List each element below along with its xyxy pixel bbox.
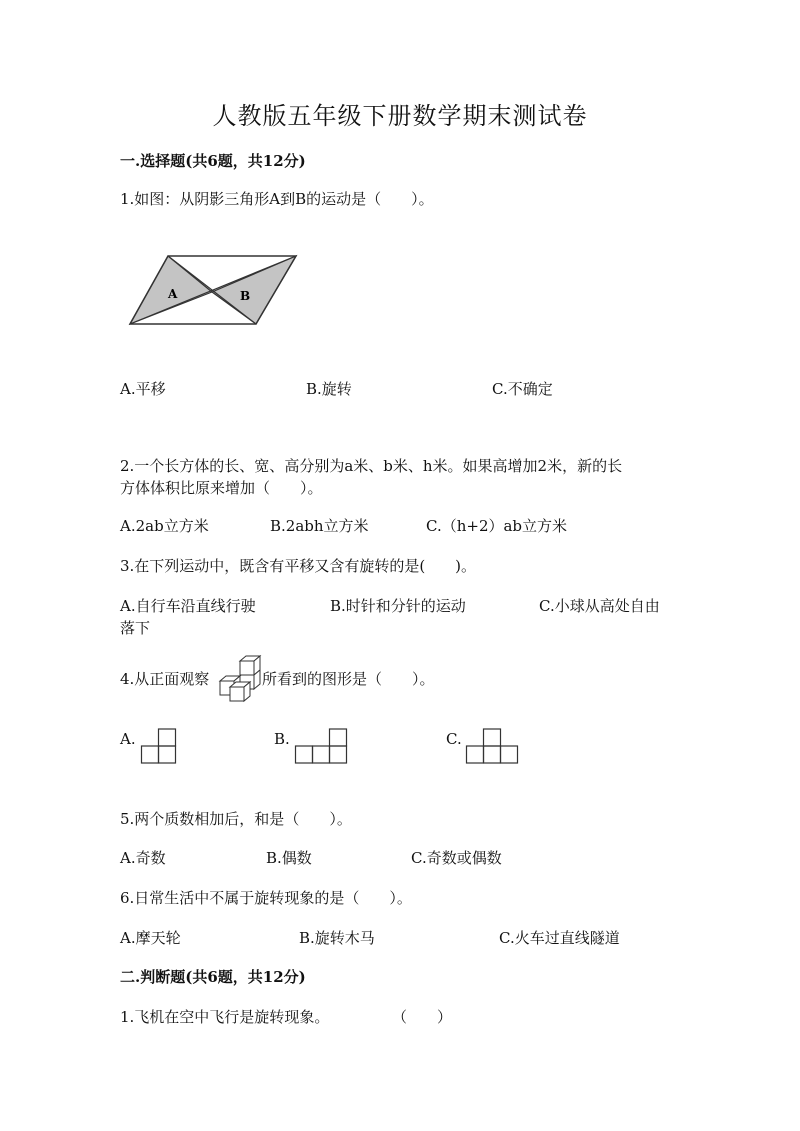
question-4-text-after: 所看到的图形是（ ）。 — [262, 670, 435, 688]
q5-option-b[interactable]: B.偶数 — [266, 849, 312, 867]
q4-option-c-shape — [465, 728, 521, 764]
q3-option-c[interactable]: C.小球从高处自由 — [539, 597, 660, 615]
question-2-text-line1: 2.一个长方体的长、宽、高分别为a米、b米、h米。如果高增加2米，新的长 — [120, 457, 623, 475]
judgement-1-blank[interactable]: （ ） — [392, 1008, 453, 1026]
figure-label-a: A — [168, 287, 178, 301]
section-heading-judgement: 二.判断题(共6题，共12分) — [120, 968, 306, 986]
stacked-cubes-figure — [218, 655, 264, 703]
q6-option-a[interactable]: A.摩天轮 — [120, 929, 181, 947]
question-3-text: 3.在下列运动中，既含有平移又含有旋转的是( )。 — [120, 557, 477, 575]
page-title: 人教版五年级下册数学期末测试卷 — [212, 102, 588, 130]
question-5-text: 5.两个质数相加后，和是（ ）。 — [120, 810, 352, 828]
q5-option-c[interactable]: C.奇数或偶数 — [411, 849, 502, 867]
question-6-text: 6.日常生活中不属于旋转现象的是（ ）。 — [120, 889, 412, 907]
question-4-text-before: 4.从正面观察 — [120, 670, 210, 688]
judgement-1-text: 1.飞机在空中飞行是旋转现象。 — [120, 1008, 330, 1026]
q5-option-a[interactable]: A.奇数 — [120, 849, 166, 867]
q2-option-a[interactable]: A.2ab立方米 — [120, 517, 209, 535]
shaded-triangle-b — [212, 256, 296, 324]
q4-option-b-shape — [294, 728, 350, 764]
section-heading-choice: 一.选择题(共6题，共12分) — [120, 152, 306, 170]
parallelogram-figure — [128, 254, 298, 328]
q1-option-b[interactable]: B.旋转 — [306, 380, 352, 398]
q4-option-b[interactable]: B. — [274, 730, 290, 748]
q1-option-c[interactable]: C.不确定 — [492, 380, 553, 398]
q6-option-b[interactable]: B.旋转木马 — [299, 929, 375, 947]
q4-option-a[interactable]: A. — [120, 730, 136, 748]
q3-option-a[interactable]: A.自行车沿直线行驶 — [120, 597, 256, 615]
q4-option-a-shape — [140, 728, 178, 764]
question-1-text: 1.如图：从阴影三角形A到B的运动是（ ）。 — [120, 190, 434, 208]
question-2-text-line2: 方体体积比原来增加（ ）。 — [120, 479, 323, 497]
q1-option-a[interactable]: A.平移 — [120, 380, 166, 398]
q4-option-c[interactable]: C. — [446, 730, 462, 748]
q3-option-c-wrap: 落下 — [120, 619, 151, 637]
q3-option-b[interactable]: B.时针和分针的运动 — [330, 597, 466, 615]
figure-label-b: B — [240, 289, 251, 303]
q2-option-b[interactable]: B.2abh立方米 — [270, 517, 369, 535]
q6-option-c[interactable]: C.火车过直线隧道 — [499, 929, 620, 947]
q2-option-c[interactable]: C.（h+2）ab立方米 — [426, 517, 568, 535]
